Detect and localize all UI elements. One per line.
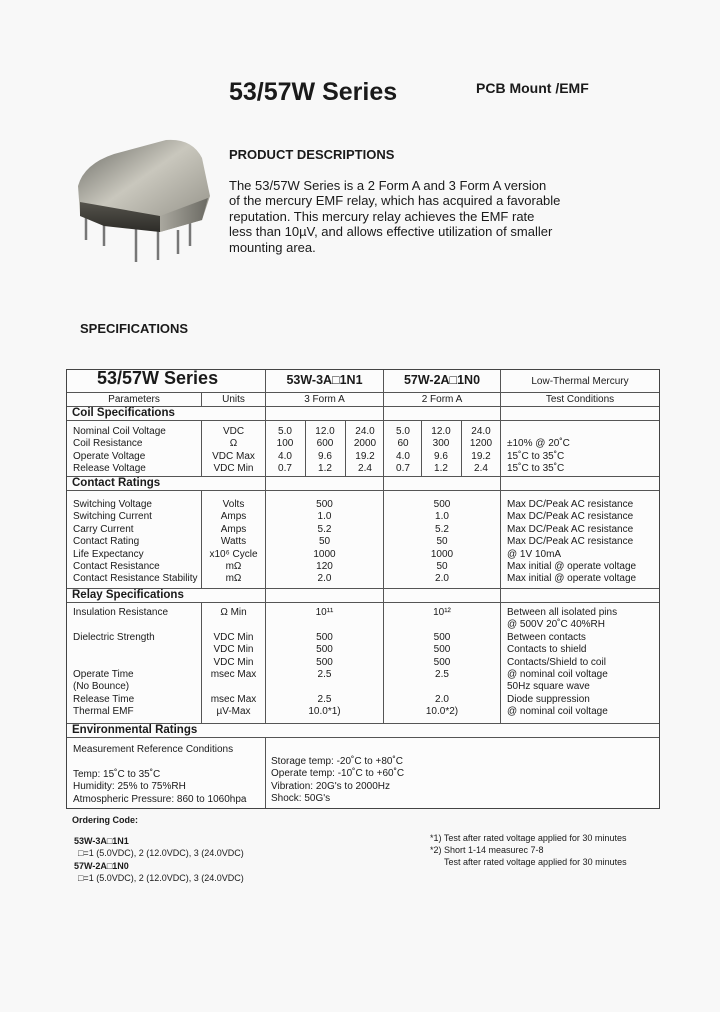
ordering-code-57w-options: □=1 (5.0VDC), 2 (12.0VDC), 3 (24.0VDC)	[78, 873, 244, 883]
relay-value-3a: 2.5	[317, 693, 332, 705]
model-code-53w: 53W-3A□1N1	[286, 373, 363, 387]
contact-unit: Amps	[220, 523, 247, 535]
ordering-code-title: Ordering Code:	[72, 815, 139, 825]
footnote-2-continued: Test after rated voltage applied for 30 minutes	[444, 857, 627, 867]
coil-value: 2.4	[474, 462, 488, 474]
relay-value-2a: 2.5	[435, 669, 449, 680]
contact-unit: Amps	[220, 511, 247, 523]
coil-value: 1200	[469, 438, 493, 450]
coil-value: 19.2	[471, 450, 491, 462]
contact-condition: Max initial @ operate voltage	[507, 561, 637, 572]
relay-condition: Contacts to shield	[507, 644, 587, 656]
coil-value: 60	[397, 438, 409, 450]
relay-param: Insulation Resistance	[73, 607, 169, 618]
contact-param: Contact Resistance	[73, 561, 160, 572]
contact-value-2a: 500	[433, 499, 451, 510]
coil-value: 300	[432, 438, 450, 450]
environment-rating: Storage temp: -20˚C to +80˚C	[271, 756, 404, 767]
relay-condition: @ 500V 20˚C 40%RH	[507, 619, 605, 631]
coil-param: Coil Resistance	[73, 438, 143, 450]
relay-condition: Between all isolated pins	[507, 607, 618, 618]
contact-unit: mΩ	[225, 561, 242, 572]
coil-condition: 15˚C to 35˚C	[507, 462, 565, 474]
coil-value: 2000	[353, 438, 377, 450]
coil-value: 9.6	[318, 450, 332, 462]
relay-param: Thermal EMF	[73, 706, 134, 718]
relay-param: Release Time	[73, 693, 135, 705]
relay-unit: VDC Min	[213, 644, 254, 656]
relay-condition: @ nominal coil voltage	[507, 669, 608, 680]
contact-value-2a: 2.0	[435, 573, 449, 585]
environment-reference-condition: Temp: 15˚C to 35˚C	[73, 768, 161, 780]
relay-param: Dielectric Strength	[73, 631, 155, 643]
environment-reference-condition: Atmospheric Pressure: 860 to 1060hpa	[73, 793, 247, 805]
col-header-3-form-a: 3 Form A	[304, 394, 345, 405]
coil-value: 19.2	[355, 450, 375, 462]
contact-value-3a: 1000	[313, 548, 336, 560]
coil-value: 24.0	[471, 426, 491, 437]
page-subtitle: PCB Mount /EMF	[476, 80, 589, 96]
col-header-units: Units	[222, 394, 245, 405]
contact-value-3a: 500	[316, 499, 333, 510]
coil-param: Operate Voltage	[73, 450, 146, 462]
section-coil-specifications: Coil Specifications	[72, 407, 175, 419]
relay-condition: Diode suppression	[507, 693, 590, 705]
contact-unit: Watts	[220, 536, 247, 548]
relay-value-3a: 10.0*1)	[308, 706, 341, 718]
coil-condition: 15˚C to 35˚C	[507, 450, 565, 462]
contact-value-3a: 120	[316, 561, 333, 572]
col-header-2-form-a: 2 Form A	[421, 394, 463, 405]
contact-value-3a: 2.0	[317, 573, 332, 585]
coil-value: 5.0	[396, 426, 410, 437]
coil-param: Nominal Coil Voltage	[73, 426, 166, 437]
footnote-1: *1) Test after rated voltage applied for 30 minutes	[430, 833, 627, 843]
environment-reference-condition: Humidity: 25% to 75%RH	[73, 781, 186, 793]
relay-unit: msec Max	[210, 669, 257, 680]
relay-value-3a: 500	[316, 644, 333, 656]
description-line: less than 10µV, and allows effective utilization of smaller	[229, 224, 553, 240]
relay-unit: VDC Min	[213, 656, 254, 668]
product-descriptions-heading: PRODUCT DESCRIPTIONS	[229, 147, 395, 162]
coil-value: 2.4	[358, 462, 372, 474]
description-line: The 53/57W Series is a 2 Form A and 3 Form A version	[229, 178, 547, 193]
relay-param: (No Bounce)	[73, 681, 130, 693]
relay-value-2a: 500	[433, 644, 451, 656]
contact-param: Contact Rating	[73, 536, 140, 548]
relay-value-2a: 2.0	[435, 693, 449, 705]
description-line: reputation. This mercury relay achieves the EMF rate	[229, 208, 535, 224]
coil-value: 600	[316, 438, 334, 450]
description-line: mounting area.	[229, 239, 316, 255]
coil-value: 100	[276, 438, 294, 450]
environment-reference-condition: Measurement Reference Conditions	[73, 744, 234, 755]
contact-unit: mΩ	[225, 573, 242, 585]
contact-param: Switching Current	[73, 511, 152, 523]
relay-unit: msec Max	[210, 693, 257, 705]
contact-condition: Max DC/Peak AC resistance	[507, 511, 634, 523]
relay-unit: µV-Max	[216, 706, 251, 718]
ordering-code-57w: 57W-2A□1N0	[74, 861, 129, 871]
relay-value-2a: 10.0*2)	[425, 706, 459, 718]
relay-condition: @ nominal coil voltage	[507, 706, 608, 718]
model-code-57w: 57W-2A□1N0	[403, 373, 481, 387]
coil-value: 12.0	[431, 426, 451, 437]
coil-param: Release Voltage	[73, 462, 146, 474]
coil-value: 0.7	[396, 462, 410, 474]
ordering-code-53w-options: □=1 (5.0VDC), 2 (12.0VDC), 3 (24.0VDC)	[78, 848, 244, 858]
relay-unit: VDC Min	[213, 631, 254, 643]
coil-value: 0.7	[278, 462, 292, 474]
coil-value: 12.0	[315, 426, 335, 437]
relay-value-2a: 500	[433, 631, 451, 643]
section-relay-specifications: Relay Specifications	[72, 589, 184, 601]
section-contact-ratings: Contact Ratings	[72, 477, 161, 489]
coil-value: 24.0	[355, 426, 375, 437]
relay-param: Operate Time	[73, 669, 134, 680]
col-header-test-conditions: Test Conditions	[545, 394, 615, 405]
contact-unit: x10⁶ Cycle	[209, 548, 258, 560]
coil-condition: ±10% @ 20˚C	[507, 438, 570, 450]
coil-value: 1.2	[318, 462, 332, 474]
relay-value-2a: 10¹²	[433, 607, 451, 618]
contact-param: Carry Current	[73, 523, 134, 535]
relay-product-image	[74, 136, 214, 266]
environment-rating: Shock: 50G's	[271, 793, 331, 805]
coil-unit: Ω	[229, 438, 238, 450]
relay-unit: Ω Min	[220, 607, 247, 618]
ordering-code-53w: 53W-3A□1N1	[74, 836, 129, 846]
relay-condition: 50Hz square wave	[507, 681, 590, 693]
coil-value: 9.6	[434, 450, 448, 462]
contact-value-3a: 1.0	[317, 511, 332, 523]
coil-unit: VDC Min	[213, 462, 254, 474]
relay-condition: Contacts/Shield to coil	[507, 656, 606, 668]
footnote-2: *2) Short 1-14 measurec 7-8	[430, 845, 544, 855]
contact-condition: Max initial @ operate voltage	[507, 573, 637, 585]
relay-value-3a: 10¹¹	[315, 607, 334, 618]
coil-value: 4.0	[396, 450, 410, 462]
contact-value-2a: 1.0	[435, 511, 449, 523]
coil-unit: VDC	[222, 426, 245, 437]
description-line: of the mercury EMF relay, which has acquired a favorable	[229, 193, 561, 209]
coil-value: 1.2	[434, 462, 448, 474]
coil-unit: VDC Max	[212, 450, 255, 462]
contact-param: Life Expectancy	[73, 548, 144, 560]
col-header-parameters: Parameters	[108, 394, 160, 405]
specifications-table	[66, 369, 660, 809]
contact-condition: Max DC/Peak AC resistance	[507, 499, 634, 510]
contact-value-3a: 5.2	[317, 523, 332, 535]
contact-condition: Max DC/Peak AC resistance	[507, 523, 634, 535]
environment-rating: Vibration: 20G's to 2000Hz	[271, 780, 391, 792]
relay-value-3a: 2.5	[317, 669, 332, 680]
relay-condition: Between contacts	[507, 631, 586, 643]
coil-value: 4.0	[278, 450, 292, 462]
contact-value-2a: 50	[436, 561, 448, 572]
relay-value-3a: 500	[316, 656, 333, 668]
specifications-heading: SPECIFICATIONS	[80, 321, 189, 336]
environment-rating: Operate temp: -10˚C to +60˚C	[271, 768, 405, 780]
relay-value-2a: 500	[433, 656, 451, 668]
contact-value-2a: 5.2	[435, 523, 449, 535]
model-note: Low-Thermal Mercury	[531, 376, 629, 387]
section-environmental-ratings: Environmental Ratings	[72, 724, 198, 736]
contact-value-2a: 50	[436, 536, 448, 548]
relay-value-3a: 500	[316, 631, 333, 643]
table-series-title: 53/57W Series	[97, 368, 219, 388]
product-description-text	[229, 178, 599, 255]
contact-condition: @ 1V 10mA	[507, 548, 562, 560]
coil-value: 5.0	[278, 426, 292, 437]
page-title: 53/57W Series	[229, 78, 398, 106]
contact-param: Switching Voltage	[73, 499, 152, 510]
contact-unit: Volts	[222, 499, 245, 510]
contact-param: Contact Resistance Stability	[73, 573, 198, 585]
contact-condition: Max DC/Peak AC resistance	[507, 536, 634, 548]
contact-value-3a: 50	[318, 536, 331, 548]
contact-value-2a: 1000	[430, 548, 454, 560]
